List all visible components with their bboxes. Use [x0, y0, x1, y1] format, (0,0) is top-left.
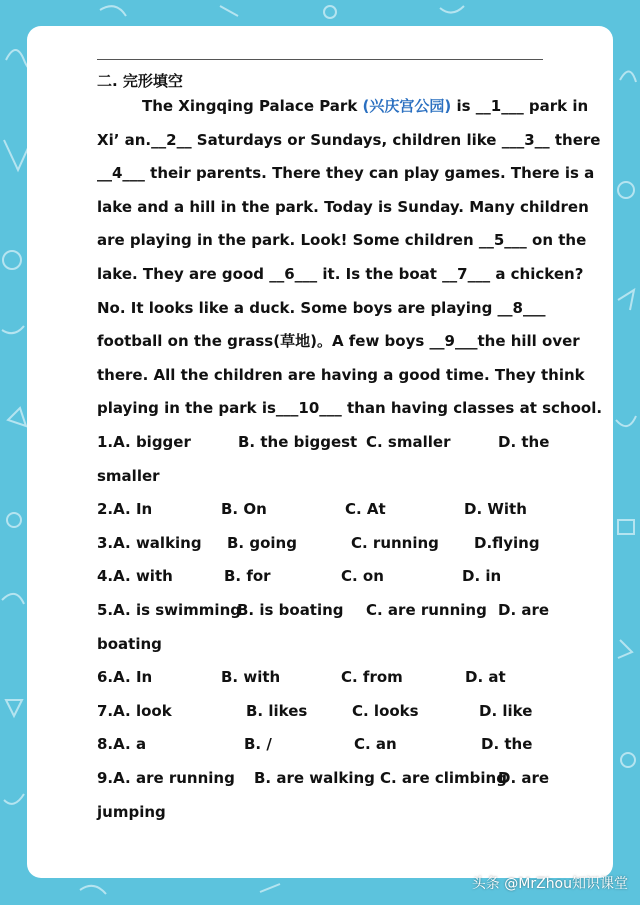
option-b: B. is boating	[237, 600, 344, 619]
passage-text: is __1___ park in	[451, 97, 589, 115]
answer-options	[97, 426, 550, 829]
option-c: C. on	[341, 567, 384, 586]
option-d: D. like	[479, 701, 533, 720]
passage-line: lake and a hill in the park. Today is Sunday. Many children	[97, 197, 589, 216]
option-d: D. are	[498, 600, 550, 619]
option-row	[97, 762, 550, 796]
option-b: B. for	[224, 567, 271, 586]
passage-line: __4___ their parents. There they can play games. There is a	[97, 164, 595, 183]
passage-line: lake. They are good __6___ it. Is the boat __7___ a chicken?	[97, 264, 584, 283]
option-b: B. are walking	[254, 768, 375, 787]
option-row	[97, 628, 545, 662]
option-c: C. from	[341, 668, 403, 687]
option-c: C. At	[345, 500, 386, 519]
option-b: B. with	[221, 668, 281, 687]
option-row	[97, 527, 545, 561]
option-row	[97, 460, 545, 494]
option-continuation: boating	[97, 634, 162, 653]
option-c: C. smaller	[366, 433, 451, 451]
option-c: C. an	[354, 735, 397, 754]
option-d: D. the	[498, 433, 550, 451]
option-b: B. the biggest	[238, 433, 358, 451]
option-b: B. /	[244, 735, 272, 754]
top-divider	[97, 59, 543, 60]
option-c: C. running	[351, 533, 439, 552]
passage-text: The Xingqing Palace Park	[142, 97, 363, 115]
option-row	[97, 426, 550, 460]
option-a: 5.A. is swimming	[97, 600, 241, 619]
option-a: 4.A. with	[97, 567, 173, 586]
option-d: D. are	[498, 768, 550, 787]
option-a: 8.A. a	[97, 735, 147, 754]
option-row	[97, 796, 545, 830]
option-row	[97, 661, 545, 695]
option-continuation: smaller	[97, 466, 160, 485]
cloze-passage	[97, 90, 603, 426]
option-row	[97, 560, 545, 594]
option-row	[97, 493, 545, 527]
option-row	[97, 594, 550, 628]
worksheet-paper	[27, 26, 613, 878]
option-d: D. the	[481, 735, 533, 754]
option-a: 3.A. walking	[97, 533, 202, 552]
option-d: D. With	[464, 500, 527, 519]
option-a: 9.A. are running	[97, 768, 235, 787]
option-a: 2.A. In	[97, 500, 153, 519]
option-d: D.flying	[474, 533, 540, 552]
passage-line: playing in the park is___10___ than having classes at school.	[97, 399, 603, 418]
option-c: C. are running	[366, 600, 487, 619]
option-c: C. are climbing	[380, 768, 507, 787]
option-b: B. likes	[246, 701, 308, 720]
option-continuation: jumping	[97, 802, 166, 821]
option-b: B. going	[227, 533, 297, 552]
option-d: D. at	[465, 668, 506, 687]
option-b: B. On	[221, 500, 267, 519]
passage-line: there. All the children are having a good time. They think	[97, 365, 585, 384]
option-a: 7.A. look	[97, 701, 172, 720]
passage-line	[97, 90, 589, 124]
passage-line: football on the grass(草地)。A few boys __9___the hill over	[97, 332, 580, 351]
option-a: 6.A. In	[97, 668, 153, 687]
passage-line: Xi’ an.__2__ Saturdays or Sundays, children like ___3__ there	[97, 130, 601, 149]
option-row	[97, 695, 545, 729]
passage-line: No. It looks like a duck. Some boys are playing __8___	[97, 298, 546, 317]
option-c: C. looks	[352, 701, 419, 720]
chinese-gloss: (兴庆宫公园)	[362, 97, 452, 115]
section-title: 二. 完形填空	[97, 72, 183, 90]
option-a: 1.A. bigger	[97, 433, 191, 451]
watermark: 头条 @MrZhou知识课堂	[471, 876, 628, 892]
passage-line: are playing in the park. Look! Some children __5___ on the	[97, 231, 587, 250]
option-row	[97, 728, 545, 762]
option-d: D. in	[462, 567, 502, 586]
